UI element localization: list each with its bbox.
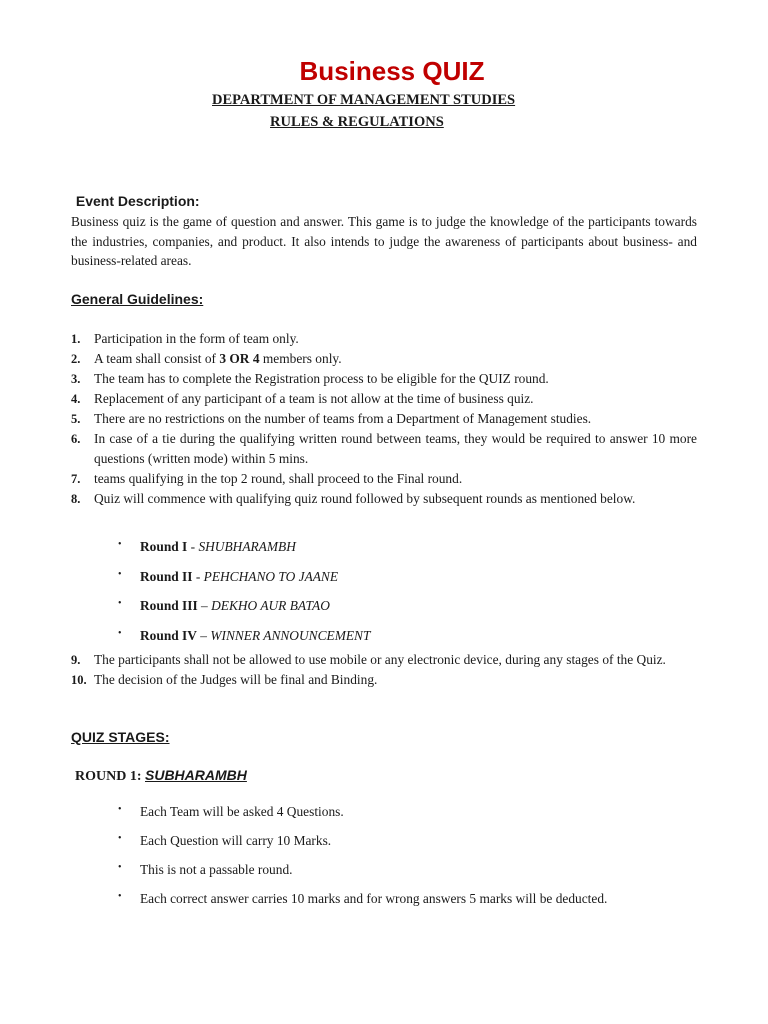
bullet-icon: • (118, 862, 122, 873)
list-item: • Each Team will be asked 4 Questions. (118, 804, 344, 819)
round-item: • Round II - PEHCHANO TO JAANE (118, 569, 339, 584)
department-heading: DEPARTMENT OF MANAGEMENT STUDIES (212, 92, 516, 108)
bullet-icon: • (118, 804, 122, 815)
list-item: 1. Participation in the form of team only. (71, 331, 299, 346)
list-item: 7. teams qualifying in the top 2 round, shall proceed to the Final round. (71, 471, 463, 486)
event-description-text: Business quiz is the game of question and answer. This game is to judge the knowledge of the participants towards the industries, companies, and product. It also intends to judge the awareness of participants about business- and business-related areas. (71, 214, 697, 268)
guidelines-list (71, 329, 697, 509)
document-title: Business QUIZ (299, 56, 485, 86)
list-item: 8. Quiz will commence with qualifying quiz round followed by subsequent rounds as mentioned below. (71, 491, 636, 506)
quiz-stages-heading: QUIZ STAGES: (71, 729, 170, 745)
list-item: 9. The participants shall not be allowed to use mobile or any electronic device, during any stages of the Quiz. (71, 652, 666, 667)
list-item: 5. There are no restrictions on the number of teams from a Department of Management studies. (71, 411, 592, 426)
bullet-icon: • (118, 833, 122, 844)
list-item: 6. In case of a tie during the qualifying written round between teams, they would be required to answer 10 more questions (written mode) within 5 mins. (71, 431, 697, 466)
list-item: • This is not a passable round. (118, 862, 293, 877)
general-guidelines-heading: General Guidelines: (71, 291, 204, 307)
list-item: 10. The decision of the Judges will be final and Binding. (71, 672, 378, 687)
list-item: • Each correct answer carries 10 marks and for wrong answers 5 marks will be deducted. (118, 891, 608, 906)
event-description-heading: Event Description: (75, 193, 200, 209)
bullet-icon: • (118, 569, 122, 580)
guidelines-list-continued (71, 650, 697, 690)
bullet-icon: • (118, 891, 122, 902)
list-item: 4. Replacement of any participant of a team is not allow at the time of business quiz. (71, 391, 534, 406)
round-item: • Round IV – WINNER ANNOUNCEMENT (118, 628, 371, 643)
round1-heading: ROUND 1: SUBHARAMBH (75, 767, 247, 784)
bullet-icon: • (118, 598, 122, 609)
bullet-icon: • (118, 628, 122, 639)
list-item: • Each Question will carry 10 Marks. (118, 833, 332, 848)
list-item: 3. The team has to complete the Registration process to be eligible for the QUIZ round. (71, 371, 549, 386)
rules-heading: RULES & REGULATIONS (270, 114, 444, 130)
list-item: 2. A team shall consist of 3 OR 4 members only. (71, 351, 342, 366)
round-item: • Round III – DEKHO AUR BATAO (118, 598, 330, 613)
round-item: • Round I - SHUBHARAMBH (118, 539, 296, 554)
bullet-icon: • (118, 539, 122, 550)
